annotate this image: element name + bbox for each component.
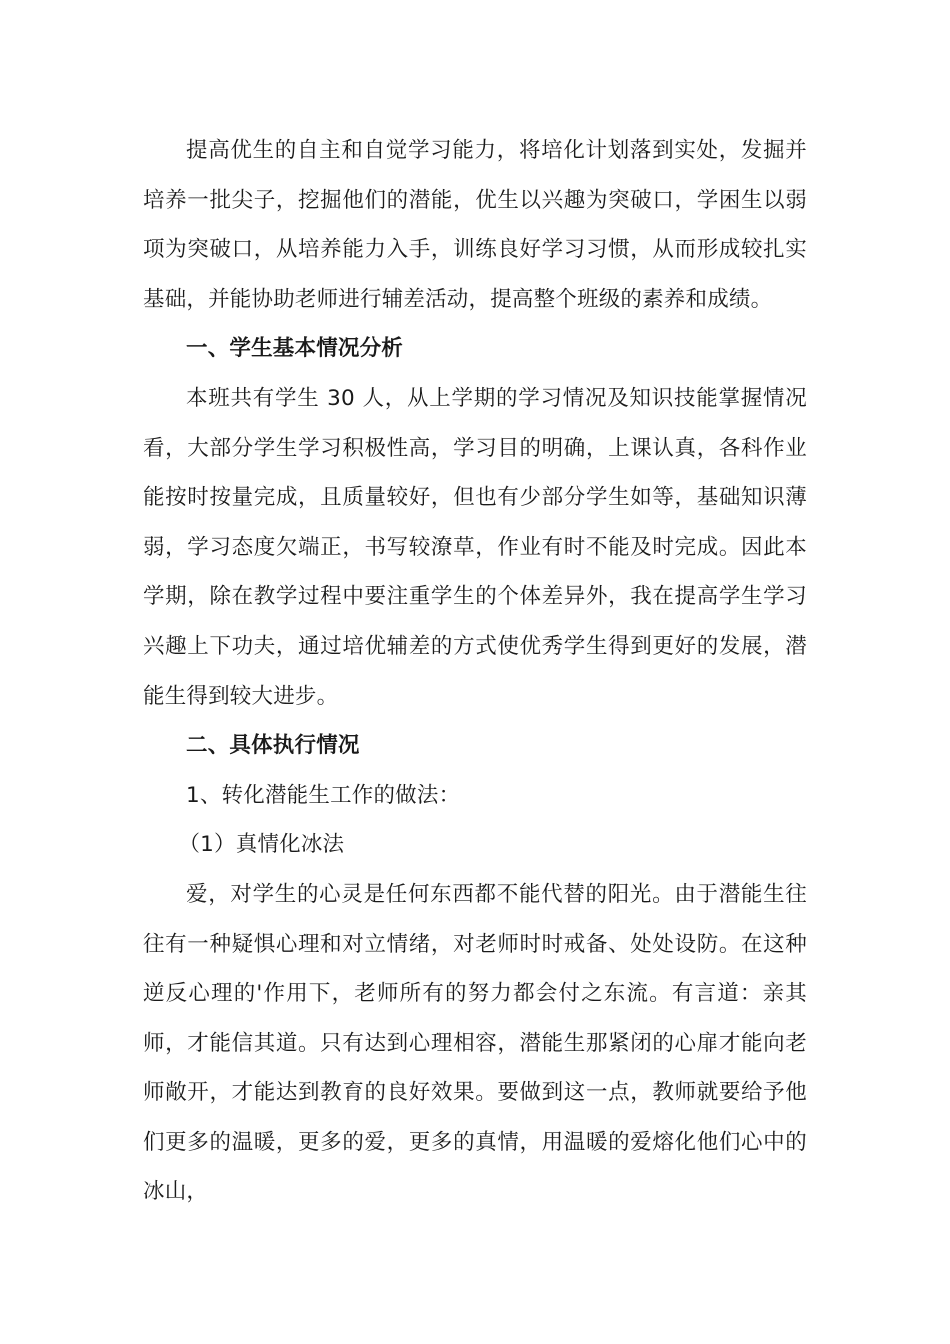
section-heading-student-analysis: 一、学生基本情况分析 <box>186 336 404 362</box>
paragraph-student-analysis: 本班共有学生 30 人，从上学期的学习情况及知识技能掌握情况看，大部分学生学习积极性高，学习目的明确，上课认真，各科作业能按时按量完成，且质量较好，但也有少部分学生如等，基础知识薄弱，学习态度欠端正，书写较潦草，作业有时不能及时完成。因此本学期，除在教学过程中要注重学生的个体差异外，我在提高学生学习兴趣上下功夫，通过培优辅差的方式使优秀学生得到更好的发展，潜能生得到较大进步。 <box>143 385 807 709</box>
subheading-method: 1、转化潜能生工作的做法： <box>186 782 461 808</box>
subheading-ice-melting: （1）真情化冰法 <box>178 832 345 858</box>
paragraph-intro: 提高优生的自主和自觉学习能力，将培化计划落到实处，发掘并培养一批尖子，挖掘他们的潜能，优生以兴趣为突破口，学困生以弱项为突破口，从培养能力入手，训练良好学习习惯，从而形成较扎实基础，并能协助老师进行辅差活动，提高整个班级的素养和成绩。 <box>143 138 807 312</box>
document-body <box>143 126 807 1217</box>
paragraph-love: 爱，对学生的心灵是任何东西都不能代替的阳光。由于潜能生往往有一种疑惧心理和对立情绪，对老师时时戒备、处处设防。在这种逆反心理的'作用下，老师所有的努力都会付之东流。有言道：亲其师，才能信其道。只有达到心理相容，潜能生那紧闭的心扉才能向老师敞开，才能达到教育的良好效果。要做到这一点，教师就要给予他们更多的温暖，更多的爱，更多的真情，用温暖的爱熔化他们心中的冰山， <box>143 881 807 1205</box>
section-heading-execution: 二、具体执行情况 <box>186 733 360 759</box>
